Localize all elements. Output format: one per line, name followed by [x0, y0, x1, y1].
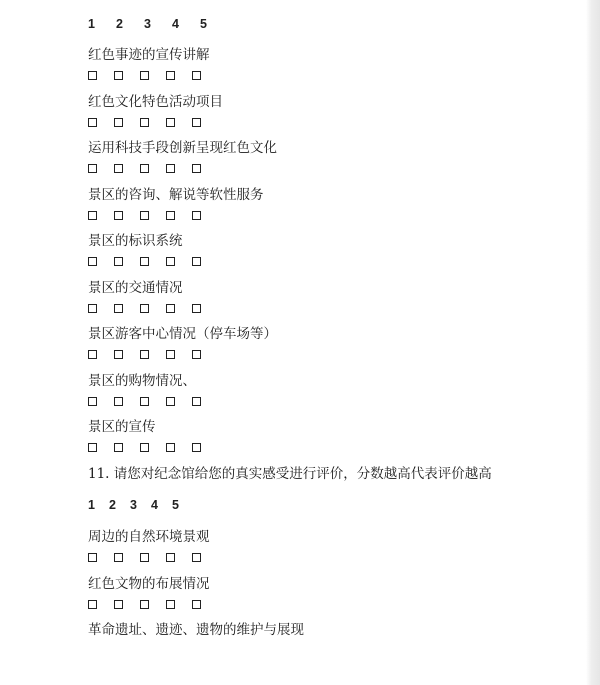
checkbox[interactable]	[88, 553, 97, 562]
checkbox[interactable]	[114, 350, 123, 359]
rating-item-label: 红色文化特色活动项目	[88, 94, 223, 110]
checkbox[interactable]	[140, 443, 149, 452]
rating-item-label: 红色事迹的宣传讲解	[88, 47, 210, 63]
checkbox[interactable]	[88, 600, 97, 609]
checkbox[interactable]	[192, 553, 201, 562]
checkbox[interactable]	[88, 257, 97, 266]
checkbox[interactable]	[114, 257, 123, 266]
checkbox[interactable]	[166, 257, 175, 266]
checkbox[interactable]	[140, 304, 149, 313]
scale-number: 4	[151, 498, 158, 512]
checkbox[interactable]	[166, 118, 175, 127]
checkbox[interactable]	[140, 600, 149, 609]
checkbox[interactable]	[140, 118, 149, 127]
checkbox[interactable]	[192, 350, 201, 359]
checkbox[interactable]	[192, 304, 201, 313]
scale-number: 1	[88, 17, 95, 31]
checkbox-row	[88, 553, 218, 562]
rating-item-label: 景区游客中心情况（停车场等）	[88, 326, 277, 342]
checkbox[interactable]	[114, 211, 123, 220]
checkbox-row	[88, 304, 218, 313]
rating-scale-header	[88, 17, 228, 31]
checkbox[interactable]	[88, 211, 97, 220]
checkbox[interactable]	[88, 71, 97, 80]
page-edge-shadow	[586, 0, 600, 685]
scale-number: 3	[130, 498, 137, 512]
rating-item-label: 革命遗址、遗迹、遗物的维护与展现	[88, 622, 304, 638]
checkbox[interactable]	[166, 71, 175, 80]
checkbox-row	[88, 600, 218, 609]
checkbox[interactable]	[88, 350, 97, 359]
checkbox[interactable]	[192, 443, 201, 452]
rating-item-label: 景区的购物情况、	[88, 373, 196, 389]
rating-item-label: 景区的标识系统	[88, 233, 183, 249]
checkbox[interactable]	[140, 71, 149, 80]
checkbox[interactable]	[192, 257, 201, 266]
checkbox[interactable]	[192, 600, 201, 609]
checkbox[interactable]	[114, 164, 123, 173]
checkbox[interactable]	[140, 211, 149, 220]
checkbox[interactable]	[166, 553, 175, 562]
question-11-text: 11. 请您对纪念馆给您的真实感受进行评价，分数越高代表评价越高	[88, 466, 492, 482]
rating-item-label: 红色文物的布展情况	[88, 576, 210, 592]
scale-number: 1	[88, 498, 95, 512]
scale-number: 5	[172, 498, 179, 512]
checkbox[interactable]	[88, 164, 97, 173]
rating-item-label: 景区的宣传	[88, 419, 156, 435]
checkbox[interactable]	[166, 443, 175, 452]
checkbox[interactable]	[140, 397, 149, 406]
checkbox[interactable]	[88, 118, 97, 127]
checkbox[interactable]	[166, 304, 175, 313]
checkbox[interactable]	[88, 443, 97, 452]
checkbox[interactable]	[140, 257, 149, 266]
scale-number: 3	[144, 17, 151, 31]
rating-item-label: 景区的咨询、解说等软性服务	[88, 187, 264, 203]
checkbox[interactable]	[192, 164, 201, 173]
checkbox[interactable]	[114, 397, 123, 406]
checkbox[interactable]	[166, 164, 175, 173]
scale-number: 2	[109, 498, 116, 512]
checkbox[interactable]	[114, 553, 123, 562]
checkbox[interactable]	[114, 118, 123, 127]
checkbox[interactable]	[192, 71, 201, 80]
checkbox-row	[88, 71, 218, 80]
checkbox[interactable]	[166, 397, 175, 406]
checkbox-row	[88, 211, 218, 220]
scale-number: 4	[172, 17, 179, 31]
rating-item-label: 运用科技手段创新呈现红色文化	[88, 140, 277, 156]
scale-number: 5	[200, 17, 207, 31]
rating-item-label: 周边的自然环境景观	[88, 529, 210, 545]
checkbox[interactable]	[140, 553, 149, 562]
checkbox-row	[88, 443, 218, 452]
scale-number: 2	[116, 17, 123, 31]
checkbox-row	[88, 164, 218, 173]
checkbox[interactable]	[114, 304, 123, 313]
checkbox[interactable]	[166, 350, 175, 359]
checkbox-row	[88, 257, 218, 266]
checkbox-row	[88, 118, 218, 127]
checkbox-row	[88, 350, 218, 359]
checkbox[interactable]	[192, 397, 201, 406]
checkbox[interactable]	[140, 164, 149, 173]
checkbox[interactable]	[114, 600, 123, 609]
rating-scale-header	[88, 498, 193, 512]
checkbox[interactable]	[88, 304, 97, 313]
checkbox[interactable]	[166, 600, 175, 609]
checkbox[interactable]	[114, 71, 123, 80]
checkbox[interactable]	[114, 443, 123, 452]
checkbox[interactable]	[192, 211, 201, 220]
checkbox[interactable]	[88, 397, 97, 406]
checkbox[interactable]	[166, 211, 175, 220]
checkbox[interactable]	[140, 350, 149, 359]
checkbox-row	[88, 397, 218, 406]
rating-item-label: 景区的交通情况	[88, 280, 183, 296]
checkbox[interactable]	[192, 118, 201, 127]
